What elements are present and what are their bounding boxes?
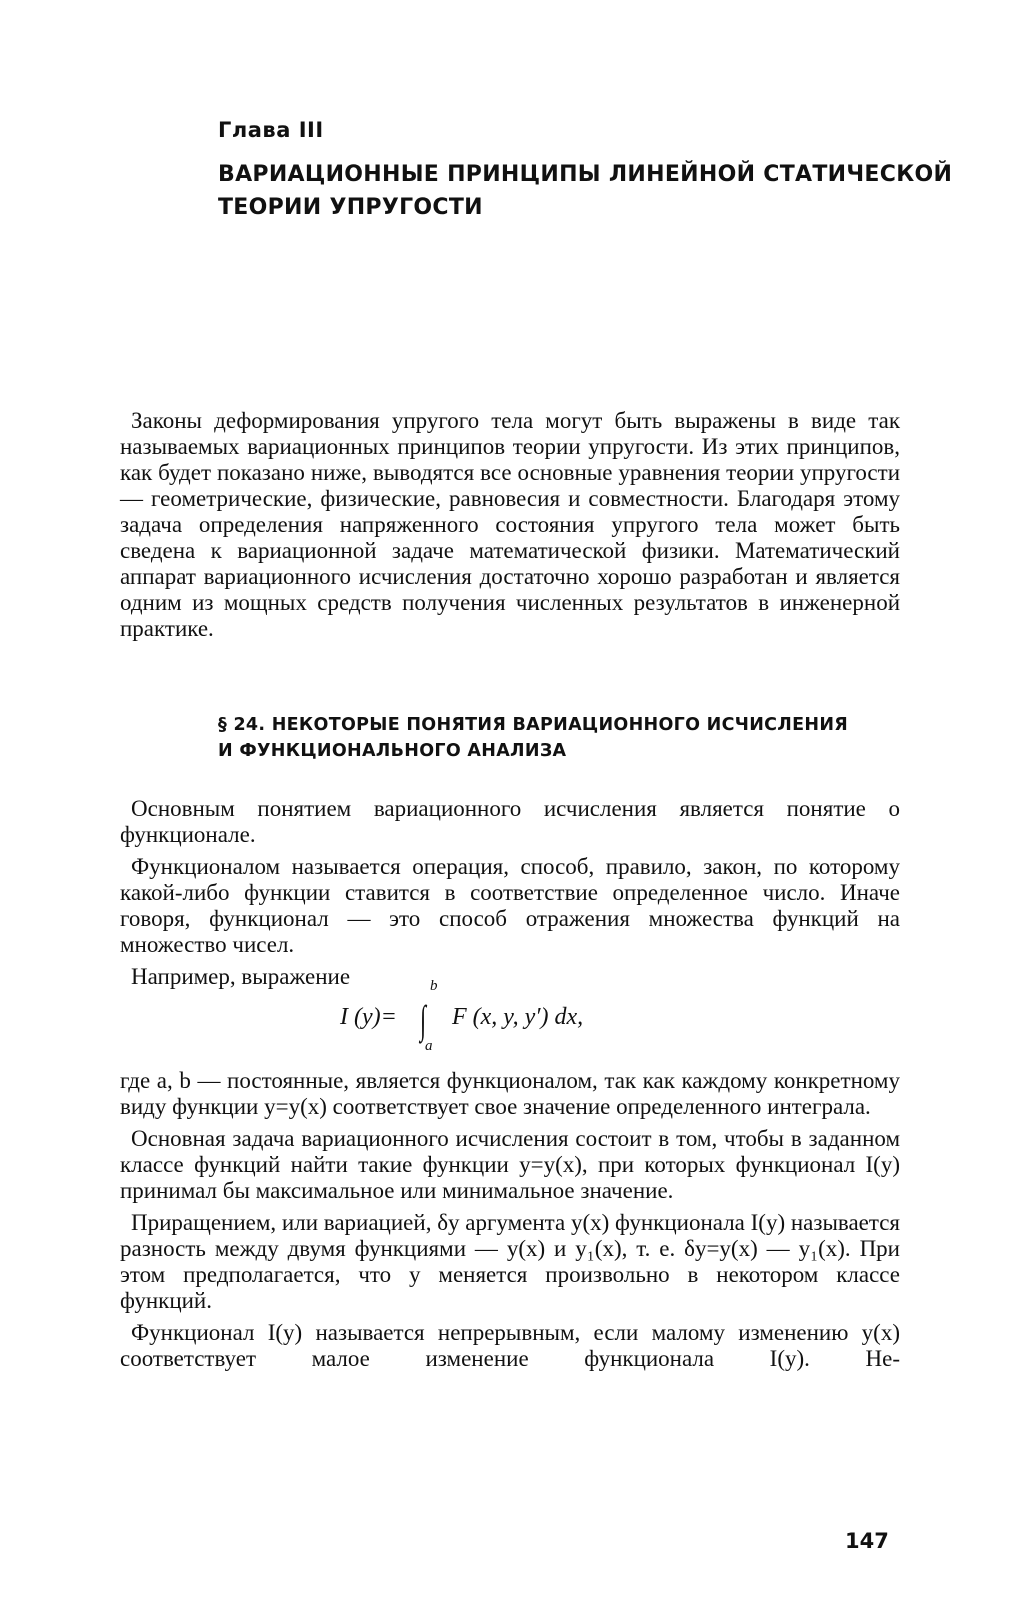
paragraph-7: Функционал I(y) называется непрерывным, если малому изменению y(x) соответствует малое изменение функционала I(y). Не- bbox=[120, 1320, 900, 1371]
paragraph-4: где a, b — постоянные, является функционалом, так как каждому конкретному виду функции y=y(x) соответствует свое значение определенного интеграла. bbox=[120, 1068, 900, 1119]
chapter-label: Глава III bbox=[218, 118, 324, 142]
paragraph-2: Функционалом называется операция, способ, правило, закон, по которому какой-либо функции ставится в соответствие определенное число. Иначе говоря, функционал — это способ отражения множества функций на множество чисел. bbox=[120, 854, 900, 957]
page-number: 147 bbox=[845, 1529, 889, 1553]
paragraph-6: Приращением, или вариацией, δy аргумента y(x) функционала I(y) называется разность между двумя функциями — y(x) и y₁(x), т. е. δy=y(x) — y₁(x). При этом предполагается, что y меняется произвольно в некотором классе функций. bbox=[120, 1210, 901, 1313]
section-title-line-1: § 24. НЕКОТОРЫЕ ПОНЯТИЯ ВАРИАЦИОННОГО ИСЧИСЛЕНИЯ bbox=[218, 715, 849, 735]
paragraph-5: Основная задача вариационного исчисления состоит в том, чтобы в заданном классе функций найти такие функции y=y(x), при которых функционал I(y) принимал бы максимальное или минимальное значение. bbox=[120, 1126, 900, 1203]
chapter-title-line-2: ТЕОРИИ УПРУГОСТИ bbox=[218, 195, 483, 220]
integral-upper-limit: b bbox=[430, 978, 438, 994]
integral-formula bbox=[0, 978, 1014, 1058]
paragraph-3: Например, выражение bbox=[131, 964, 351, 989]
section-title-line-2: И ФУНКЦИОНАЛЬНОГО АНАЛИЗА bbox=[218, 741, 567, 761]
formula-right: F (x, y, y′) dx, bbox=[452, 1004, 584, 1030]
chapter-title-line-1: ВАРИАЦИОННЫЕ ПРИНЦИПЫ ЛИНЕЙНОЙ СТАТИЧЕСКОЙ bbox=[218, 162, 953, 187]
paragraph-1: Основным понятием вариационного исчисления является понятие о функционале. bbox=[120, 796, 900, 847]
intro-paragraph: Законы деформирования упругого тела могут быть выражены в виде так называемых вариационных принципов теории упругости. Из этих принципов, как будет показано ниже, выводятся все основные уравнения теории упругости — геометрические, физические, равновесия и совместности. Благодаря этому задача определения напряженного состояния упругого тела может быть сведена к вариационной задаче математической физики. Математический аппарат вариационного исчисления достаточно хорошо разработан и является одним из мощных средств получения численных результатов в инженерной практике. bbox=[120, 408, 900, 641]
integral-group bbox=[420, 978, 444, 1058]
intro-block bbox=[120, 408, 900, 642]
integral-sign: ∫ bbox=[420, 997, 427, 1042]
section-title bbox=[218, 712, 848, 764]
body-block-1 bbox=[120, 796, 900, 990]
chapter-title bbox=[218, 158, 952, 224]
body-block-2 bbox=[120, 1068, 900, 1372]
integral-lower-limit: a bbox=[425, 1038, 433, 1054]
formula-left: I (y)= bbox=[340, 1004, 397, 1030]
